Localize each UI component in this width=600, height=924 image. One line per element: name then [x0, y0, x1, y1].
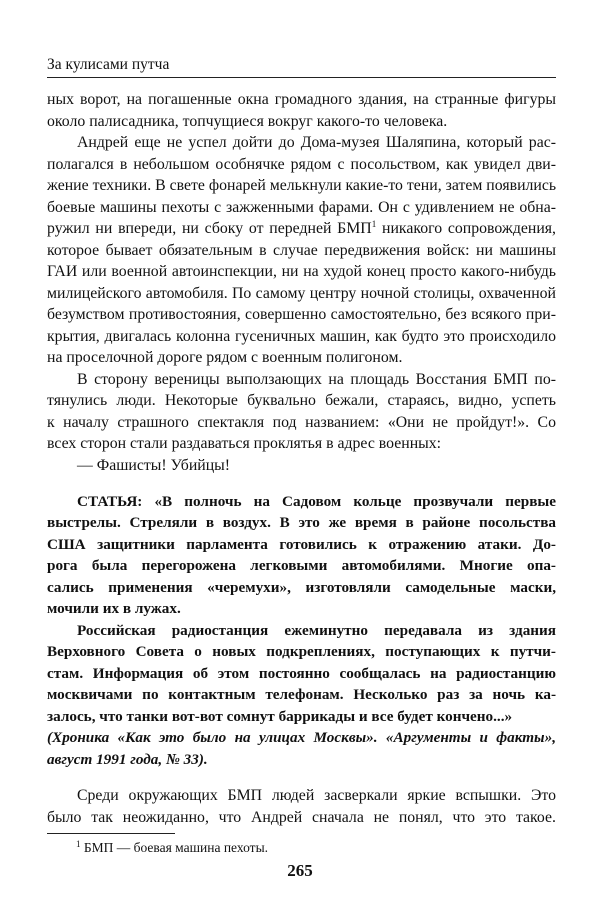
text-line: крытия, двигалась колонна гусеничных машин, как будто это происходило — [47, 327, 556, 345]
text-line: милицейского автомобиля. По самому центру ночной столицы, охваченной — [47, 284, 556, 302]
text-line: на проселочной дороге рядом с военным полигоном. — [47, 349, 403, 366]
footnote-marker: 1 — [76, 839, 81, 849]
text-line: ных ворот, на погашенные окна громадного здания, на странные фигуры — [47, 91, 556, 108]
text-line: сались применения «черемухи», изготовляли самодельные маски, — [47, 578, 556, 596]
text-line: было так неожиданно, что Андрей сначала не понял, что это такое. — [47, 808, 556, 826]
text-line: тянулись люди. Некоторые буквально бежали, стараясь, видно, успеть — [47, 392, 556, 409]
header-rule — [47, 77, 556, 78]
paragraph — [47, 455, 556, 477]
text-line: мочили их в лужах. — [47, 600, 181, 617]
paragraph — [47, 491, 556, 620]
paragraph — [47, 132, 556, 369]
footnote — [76, 840, 268, 856]
text-line — [47, 218, 556, 240]
footnote-text: БМП — боевая машина пехоты. — [83, 840, 269, 855]
text-line: США защитники парламента готовились к отражению атаки. До- — [47, 535, 556, 553]
text-line: — Фашисты! Убийцы! — [77, 456, 231, 474]
text-line: Верховного Совета о новых подкреплениях, поступающих к путчи- — [47, 643, 556, 660]
text-line: ГАИ или военной автоинспекции, ни на худой конец просто какого-нибудь — [47, 263, 556, 280]
text-line: залось, что танки вот-вот сомнут баррикады и все будет кончено...» — [47, 707, 513, 725]
text-line: рога была перегорожена легковыми автомобилями. Многие опа- — [47, 557, 556, 574]
text-line: В сторону вереницы выползающих на площадь Восстания БМП по- — [77, 370, 556, 388]
text-line: москвичами по контактным телефонам. Несколько раз за ночь ка- — [47, 686, 556, 703]
text-line: всех сторон стали раздаваться проклятья в адрес военных: — [47, 435, 442, 452]
paragraph — [47, 727, 556, 770]
text-span: ружил ни впереди, ни сбоку от передней БМП — [47, 220, 372, 237]
text-line: которое бывает обязательным в случае передвижения войск: ни машины — [47, 241, 556, 259]
page-body — [47, 89, 556, 828]
text-line: август 1991 года, № 33). — [47, 750, 208, 768]
footnote-rule — [47, 833, 175, 834]
text-line: жение техники. В свете фонарей мелькнули какие-то тени, затем появились — [47, 177, 557, 194]
running-header: За кулисами путча — [47, 56, 170, 73]
paragraph — [47, 620, 556, 728]
text-line: Среди окружающих БМП людей засверкали яркие вспышки. Это — [77, 787, 556, 804]
paragraph — [47, 369, 556, 455]
text-line: Российская радиостанция ежеминутно передавала из здания — [77, 621, 556, 639]
paragraph — [47, 785, 556, 828]
page-number: 265 — [287, 861, 313, 880]
text-line: (Хроника «Как это было на улицах Москвы». «Аргументы и факты», — [47, 729, 556, 746]
text-line: около палисадника, топчущиеся вокруг какого-то человека. — [47, 112, 448, 130]
text-line: полагался в небольшом особнячке рядом с посольством, как увидел дви- — [47, 155, 556, 173]
text-span: никакого сопровождения, — [376, 220, 556, 237]
text-line: стам. Информация об этом постоянно сообщалась на радиостанцию — [47, 664, 556, 682]
text-line: боевые машины пехоты с зажженными фарами. Он с удивлением не обна- — [47, 198, 556, 216]
paragraph — [47, 89, 556, 132]
footnote-ref[interactable]: 1 — [371, 219, 377, 229]
text-line: Андрей еще не успел дойти до Дома-музея Шаляпина, который рас- — [77, 134, 556, 151]
text-line: СТАТЬЯ: «В полночь на Садовом кольце прозвучали первые — [77, 492, 556, 510]
text-line: к началу страшного спектакля под названием: «Они не пройдут!». Со — [47, 413, 556, 431]
text-line: безумством противостояния, совершенно самостоятельно, без всякого при- — [47, 306, 556, 323]
text-line: выстрелы. Стреляли в воздух. В это же время в районе посольства — [47, 514, 556, 531]
